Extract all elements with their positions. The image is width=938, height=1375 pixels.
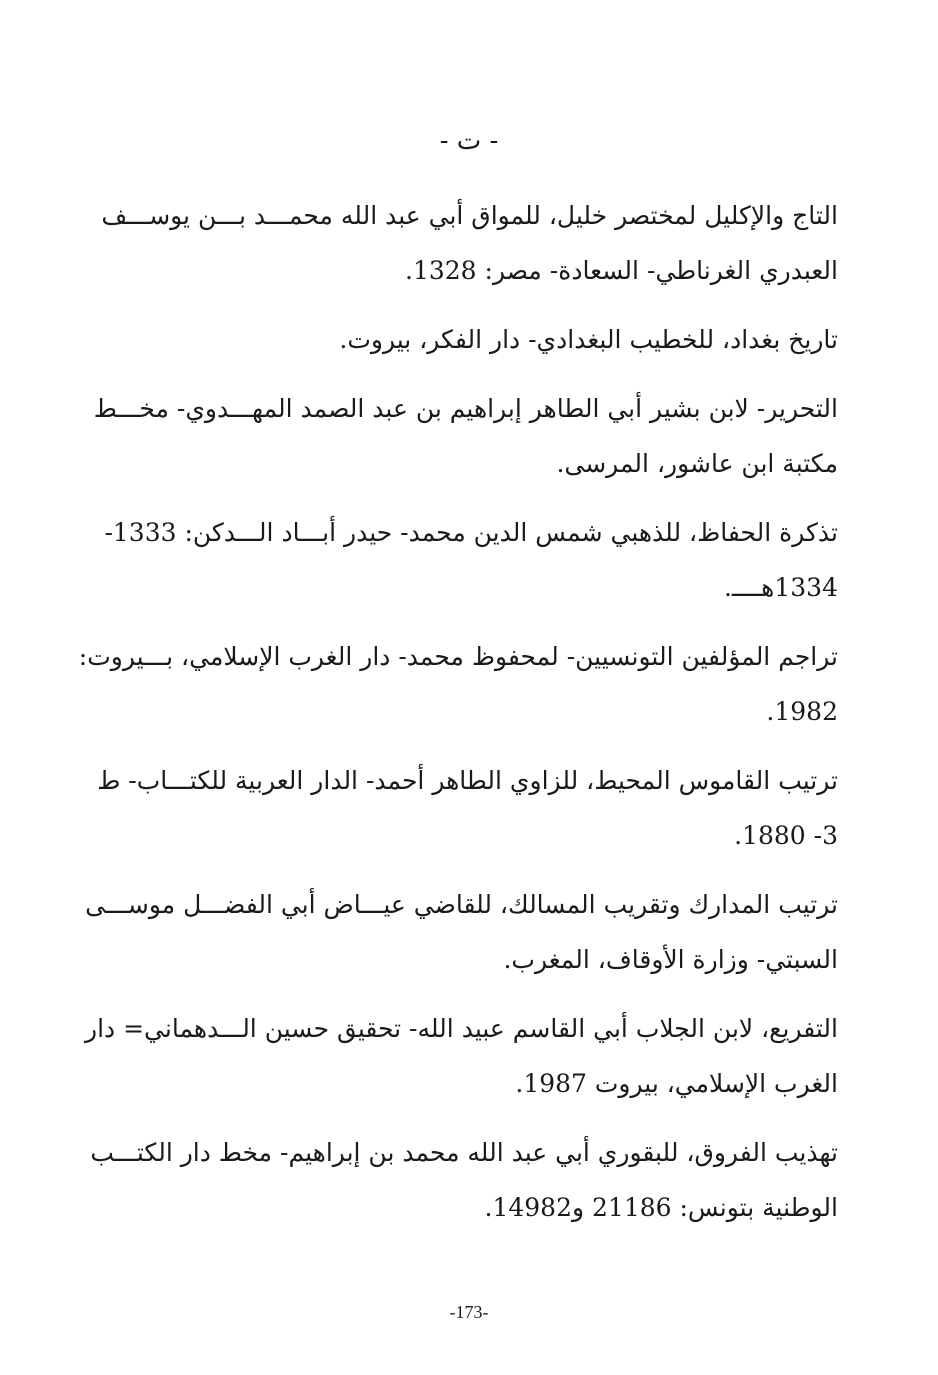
bibliography-entry — [90, 1125, 838, 1235]
entry-line: 3- 1880. — [734, 821, 838, 850]
entry-line: ترتيب المدارك وتقريب المسالك، للقاضي عيـــاض أبي الفضـــل موســـى — [85, 890, 838, 919]
bibliography-entry — [101, 188, 838, 298]
section-letter-heading: - ت - — [439, 126, 499, 156]
entry-line: التحرير- لابن بشير أبي الطاهر إبراهيم بن عبد الصمد المهـــدوي- مخـــط — [93, 394, 838, 423]
bibliography-list — [78, 188, 838, 1249]
entry-line: 1334هــــ. — [723, 573, 838, 602]
page-number: -173- — [449, 1302, 489, 1322]
bibliography-entry — [93, 381, 838, 491]
entry-line: تاريخ بغداد، للخطيب البغدادي- دار الفكر، بيروت. — [339, 325, 838, 354]
bibliography-entry — [85, 1001, 838, 1111]
bibliography-entry — [97, 753, 838, 863]
entry-line: تراجم المؤلفين التونسيين- لمحفوظ محمد- دار الغرب الإسلامي، بـــيروت: — [78, 642, 838, 671]
entry-line: الوطنية بتونس: 21186 و14982. — [484, 1193, 838, 1222]
entry-line: 1982. — [766, 697, 838, 726]
entry-line: تذكرة الحفاظ، للذهبي شمس الدين محمد- حيدر أبـــاد الـــدكن: 1333- — [104, 518, 838, 547]
entry-line: العبدري الغرناطي- السعادة- مصر: 1328. — [405, 256, 838, 285]
entry-line: مكتبة ابن عاشور، المرسى. — [556, 449, 838, 478]
entry-line: تهذيب الفروق، للبقوري أبي عبد الله محمد بن إبراهيم- مخط دار الكتـــب — [90, 1138, 838, 1167]
bibliography-entry — [78, 629, 838, 739]
entry-line: ترتيب القاموس المحيط، للزاوي الطاهر أحمد- الدار العربية للكتـــاب- ط — [97, 766, 838, 795]
entry-line: التاج والإكليل لمختصر خليل، للمواق أبي عبد الله محمـــد بـــن يوســـف — [101, 201, 838, 230]
bibliography-entry — [104, 505, 838, 615]
entry-line: الغرب الإسلامي، بيروت 1987. — [515, 1069, 838, 1098]
entry-line: التفريع، لابن الجلاب أبي القاسم عبيد الله- تحقيق حسين الـــدهماني= دار — [85, 1014, 838, 1043]
bibliography-entry — [128, 312, 838, 367]
bibliography-entry — [85, 877, 838, 987]
entry-line: السبتي- وزارة الأوقاف، المغرب. — [503, 945, 838, 974]
